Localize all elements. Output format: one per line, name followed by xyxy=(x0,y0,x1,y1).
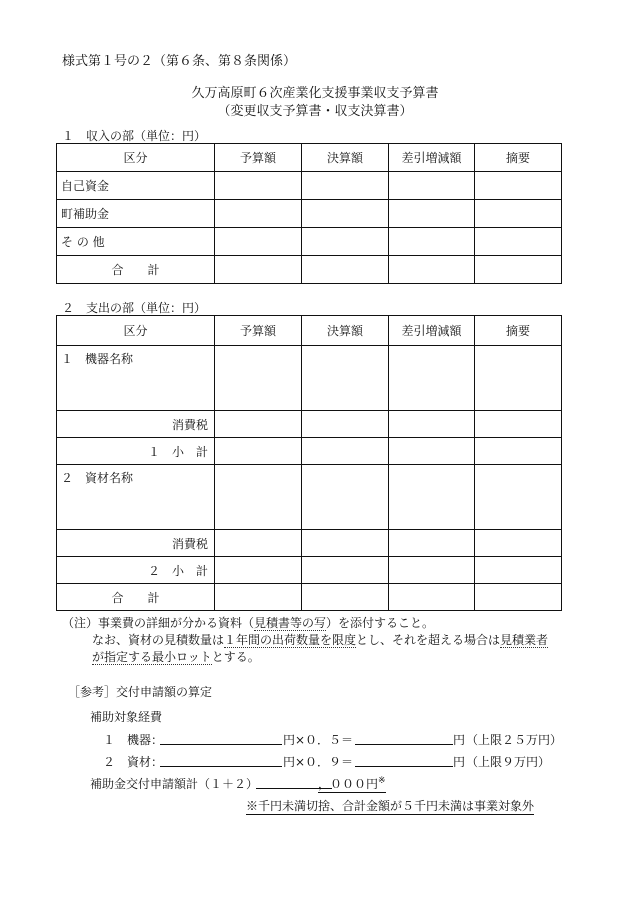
input-cell[interactable] xyxy=(215,228,302,256)
eligible-expenses-label: 補助対象経費 xyxy=(90,710,163,724)
row-label-material-name: ２ 資材名称 xyxy=(57,465,215,530)
note-line-2 xyxy=(92,631,548,648)
expense-table xyxy=(56,315,562,611)
item1-result-field[interactable] xyxy=(355,744,453,745)
reference-heading: ［参考］交付申請額の算定 xyxy=(68,685,213,699)
document-title: 久万高原町６次産業化支援事業収支予算書 xyxy=(191,86,439,101)
input-cell[interactable] xyxy=(302,172,389,200)
document-subtitle: （変更収支予算書・収支決算書） xyxy=(217,104,413,119)
col-header-category: 区分 xyxy=(57,144,215,172)
input-cell[interactable] xyxy=(215,200,302,228)
item1-label: １ 機器： xyxy=(103,733,164,747)
table-row xyxy=(57,557,562,584)
row-label-subtotal-1: １ 小 計 xyxy=(57,438,215,465)
input-cell[interactable] xyxy=(215,346,302,411)
input-cell[interactable] xyxy=(215,584,302,611)
income-heading: １ 収入の部（単位：円） xyxy=(62,129,207,143)
input-cell[interactable] xyxy=(389,438,475,465)
table-row xyxy=(57,172,562,200)
input-cell[interactable] xyxy=(475,411,562,438)
note-text: とする。 xyxy=(211,650,260,664)
col-header-remarks: 摘要 xyxy=(475,316,562,346)
expense-header-row xyxy=(57,316,562,346)
item2-rate: 円×０．９＝ xyxy=(283,755,354,769)
input-cell[interactable] xyxy=(475,465,562,530)
col-header-difference: 差引増減額 xyxy=(389,144,475,172)
input-cell[interactable] xyxy=(475,584,562,611)
total-value xyxy=(318,775,386,793)
note-text: なお、資材の見積数量は xyxy=(92,633,225,647)
row-label-subtotal-2: ２ 小 計 xyxy=(57,557,215,584)
row-label-total: 合 計 xyxy=(57,256,215,284)
total-mark: ※ xyxy=(378,776,386,786)
row-label-own-funds: 自己資金 xyxy=(57,172,215,200)
input-cell[interactable] xyxy=(475,200,562,228)
row-label-equipment-name: １ 機器名称 xyxy=(57,346,215,411)
item1-amount-field[interactable] xyxy=(160,744,282,745)
input-cell[interactable] xyxy=(302,256,389,284)
input-cell[interactable] xyxy=(302,200,389,228)
input-cell[interactable] xyxy=(215,530,302,557)
input-cell[interactable] xyxy=(215,256,302,284)
note-text: とし、それを超える場合は xyxy=(356,633,501,647)
input-cell[interactable] xyxy=(389,411,475,438)
item1-rate: 円×０．５＝ xyxy=(283,733,354,747)
input-cell[interactable] xyxy=(389,465,475,530)
table-row xyxy=(57,228,562,256)
item2-limit: （上限９万円） xyxy=(466,755,551,769)
col-header-category: 区分 xyxy=(57,316,215,346)
input-cell[interactable] xyxy=(389,172,475,200)
input-cell[interactable] xyxy=(475,256,562,284)
note-emphasis: 見積書等の写 xyxy=(254,616,327,630)
income-table xyxy=(56,143,562,284)
input-cell[interactable] xyxy=(302,438,389,465)
table-row xyxy=(57,530,562,557)
table-row xyxy=(57,411,562,438)
col-header-difference: 差引増減額 xyxy=(389,316,475,346)
input-cell[interactable] xyxy=(475,346,562,411)
input-cell[interactable] xyxy=(475,557,562,584)
input-cell[interactable] xyxy=(475,228,562,256)
table-row xyxy=(57,584,562,611)
item2-amount-field[interactable] xyxy=(160,766,282,767)
input-cell[interactable] xyxy=(389,200,475,228)
table-row xyxy=(57,438,562,465)
note-emphasis: が指定する最小ロット xyxy=(92,650,212,664)
footnote: ※千円未満切捨、合計金額が５千円未満は事業対象外 xyxy=(246,799,535,813)
input-cell[interactable] xyxy=(475,172,562,200)
col-header-settlement: 決算額 xyxy=(302,316,389,346)
input-cell[interactable] xyxy=(215,411,302,438)
input-cell[interactable] xyxy=(389,228,475,256)
note-text: 事業費の詳細が分かる資料（ xyxy=(98,616,255,630)
note-emphasis: 見積業者 xyxy=(500,633,549,647)
row-label-total: 合 計 xyxy=(57,584,215,611)
input-cell[interactable] xyxy=(389,557,475,584)
income-header-row xyxy=(57,144,562,172)
input-cell[interactable] xyxy=(302,346,389,411)
item1-limit: （上限２５万円） xyxy=(466,733,563,747)
item2-unit: 円 xyxy=(453,755,466,769)
col-header-remarks: 摘要 xyxy=(475,144,562,172)
total-label: 補助金交付申請額計（１＋２） xyxy=(90,777,259,791)
item2-label: ２ 資材： xyxy=(103,755,164,769)
input-cell[interactable] xyxy=(389,346,475,411)
input-cell[interactable] xyxy=(215,438,302,465)
row-label-consumption-tax: 消費税 xyxy=(57,411,215,438)
item2-result-field[interactable] xyxy=(355,766,453,767)
input-cell[interactable] xyxy=(302,465,389,530)
input-cell[interactable] xyxy=(215,557,302,584)
form-number: 様式第１号の２（第６条、第８条関係） xyxy=(62,54,297,69)
row-label-town-subsidy: 町補助金 xyxy=(57,200,215,228)
table-row xyxy=(57,465,562,530)
expense-heading: ２ 支出の部（単位：円） xyxy=(62,301,207,315)
input-cell[interactable] xyxy=(215,172,302,200)
table-row xyxy=(57,256,562,284)
note-emphasis: １年間の出荷数量を限度 xyxy=(224,633,357,647)
input-cell[interactable] xyxy=(302,530,389,557)
input-cell[interactable] xyxy=(389,530,475,557)
input-cell[interactable] xyxy=(302,584,389,611)
item1-unit: 円 xyxy=(453,733,466,747)
row-label-other: そ の 他 xyxy=(57,228,215,256)
table-row xyxy=(57,346,562,411)
input-cell[interactable] xyxy=(302,411,389,438)
input-cell[interactable] xyxy=(302,557,389,584)
note-text: ）を添付すること。 xyxy=(326,616,435,630)
input-cell[interactable] xyxy=(389,584,475,611)
input-cell[interactable] xyxy=(215,465,302,530)
table-row xyxy=(57,200,562,228)
col-header-budget: 予算額 xyxy=(215,316,302,346)
col-header-budget: 予算額 xyxy=(215,144,302,172)
input-cell[interactable] xyxy=(389,256,475,284)
input-cell[interactable] xyxy=(475,438,562,465)
col-header-settlement: 決算額 xyxy=(302,144,389,172)
total-value-text: ，０００円 xyxy=(318,777,379,791)
input-cell[interactable] xyxy=(302,228,389,256)
row-label-consumption-tax: 消費税 xyxy=(57,530,215,557)
input-cell[interactable] xyxy=(475,530,562,557)
note-line-1 xyxy=(62,614,434,631)
note-line-3 xyxy=(92,648,260,665)
note-prefix: （注） xyxy=(62,616,99,630)
